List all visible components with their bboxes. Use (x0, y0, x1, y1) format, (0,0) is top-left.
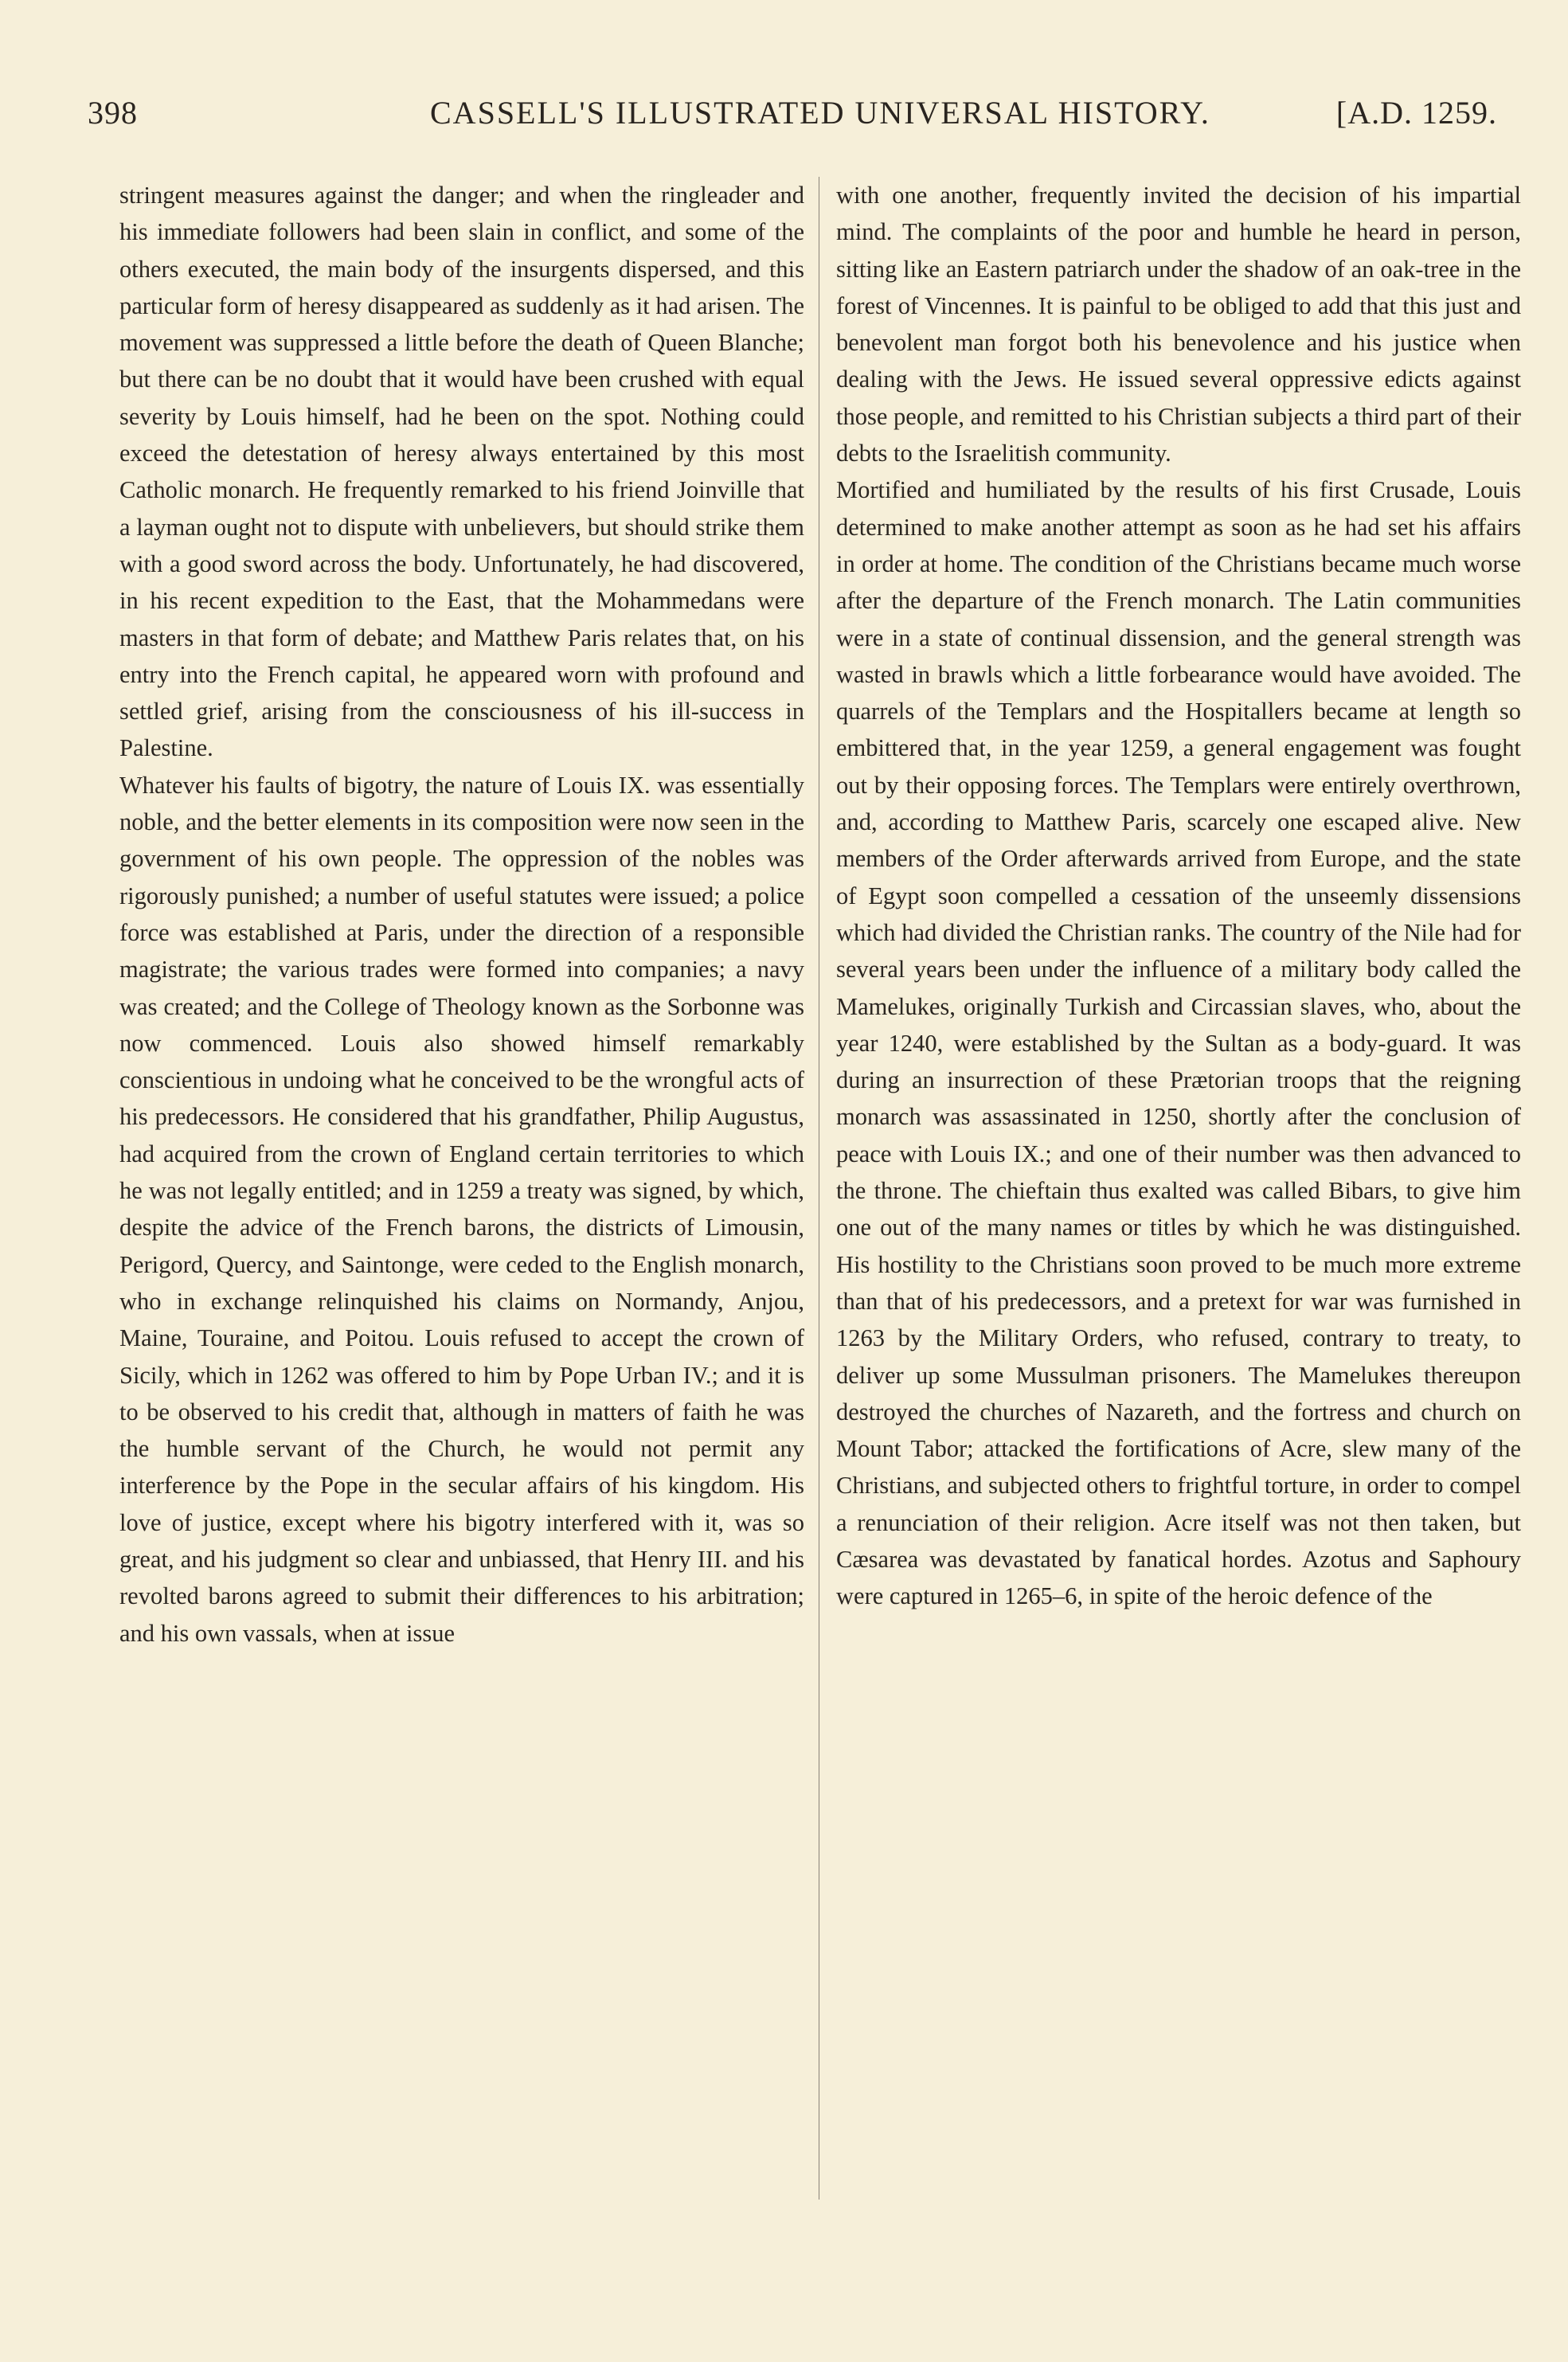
header-date: [A.D. 1259. (1335, 95, 1497, 131)
running-title: CASSELL'S ILLUSTRATED UNIVERSAL HISTORY. (430, 95, 1210, 131)
paragraph: Whatever his faults of bigotry, the nature of Louis IX. was essentially noble, and the better elements in its composition were now seen in the government of his own people. The oppression of the nobles was rigorously punished; a number of useful statutes were issued; a police force was established at Paris, under the direction of a responsible magistrate; the various trades were formed into companies; a navy was created; and the College of Theology known as the Sorbonne was now commenced. Louis also showed himself remarkably conscientious in undoing what he conceived to be the wrongful acts of his predecessors. He considered that his grandfather, Philip Augustus, had acquired from the crown of England certain territories to which he was not legally entitled; and in 1259 a treaty was signed, by which, despite the advice of the French barons, the districts of Limousin, Perigord, Quercy, and Saintonge, were ceded to the English monarch, who in exchange relinquished his claims on Normandy, Anjou, Maine, Touraine, and Poitou. Louis refused to accept the crown of Sicily, which in 1262 was offered to him by Pope Urban IV.; and it is to be observed to his credit that, although in matters of faith he was the humble servant of the Church, he would not permit any interference by the Pope in the secular affairs of his kingdom. His love of justice, except where his bigotry interfered with it, was so great, and his judgment so clear and unbiassed, that Henry III. and his revolted barons agreed to submit their differences to his arbitration; and his own vassals, when at issue (119, 771, 804, 1647)
paragraph: Mortified and humiliated by the results of his first Crusade, Louis determined to make another attempt as soon as he had set his affairs in order at home. The condition of the Christians became much worse after the departure of the French monarch. The Latin communities were in a state of continual dissension, and the general strength was wasted in brawls which a little forbearance would have avoided. The quarrels of the Templars and the Hospitallers became at length so embittered that, in the year 1259, a general engagement was fought out by their opposing forces. The Templars were entirely overthrown, and, according to Matthew Paris, scarcely one escaped alive. New members of the Order afterwards arrived from Europe, and the state of Egypt soon compelled a cessation of the unseemly dissensions which had divided the Christian ranks. The country of the Nile had for several years been under the influence of a military body called the Mamelukes, originally Turkish and Circassian slaves, who, about the year 1240, were established by the Sultan as a body-guard. It was during an insurrection of these Prætorian troops that the reigning monarch was assassinated in 1250, shortly after the conclusion of peace with Louis IX.; and one of their number was then advanced to the throne. The chieftain thus exalted was called Bibars, to give him one out of the many names or titles by which he was distinguished. His hostility to the Christians soon proved to be much more extreme than that of his predecessors, and a pretext for war was furnished in 1263 by the Military Orders, who refused, contrary to treaty, to deliver up some Mussulman prisoners. The Mamelukes thereupon destroyed the churches of Nazareth, and the fortress and church on Mount Tabor; attacked the fortifications of Acre, slew many of the Christians, and subjected others to frightful torture, in order to compel a renunciation of their religion. Acre itself was not then taken, but Cæsarea was devastated by fanatical hordes. Azotus and Saphoury were captured in 1265–6, in spite of the heroic defence of the (836, 476, 1521, 1610)
paragraph: with one another, frequently invited the decision of his impartial mind. The complaints of the poor and humble he heard in person, sitting like an Eastern patriarch under the shadow of an oak-tree in the forest of Vincennes. It is painful to be obliged to add that this just and benevolent man forgot both his benevolence and his justice when dealing with the Jews. He issued several oppressive edicts against those people, and remitted to his Christian subjects a third part of their debts to the Israelitish community. (836, 182, 1521, 467)
right-column (836, 177, 1521, 1615)
page-number: 398 (88, 95, 138, 131)
left-column (119, 177, 804, 1652)
paragraph: stringent measures against the danger; and when the ringleader and his immediate followers had been slain in conflict, and some of the others executed, the main body of the insurgents dispersed, and this particular form of heresy disappeared as suddenly as it had arisen. The movement was suppressed a little before the death of Queen Blanche; but there can be no doubt that it would have been crushed with equal severity by Louis himself, had he been on the spot. Nothing could exceed the detestation of heresy always entertained by this most Catholic monarch. He frequently remarked to his friend Joinville that a layman ought not to dispute with unbelievers, but should strike them with a good sword across the body. Unfortunately, he had discovered, in his recent expedition to the East, that the Mohammedans were masters in that form of debate; and Matthew Paris relates that, on his entry into the French capital, he appeared worn with profound and settled grief, arising from the consciousness of his ill-success in Palestine. (119, 182, 804, 762)
page-header (88, 94, 1497, 142)
